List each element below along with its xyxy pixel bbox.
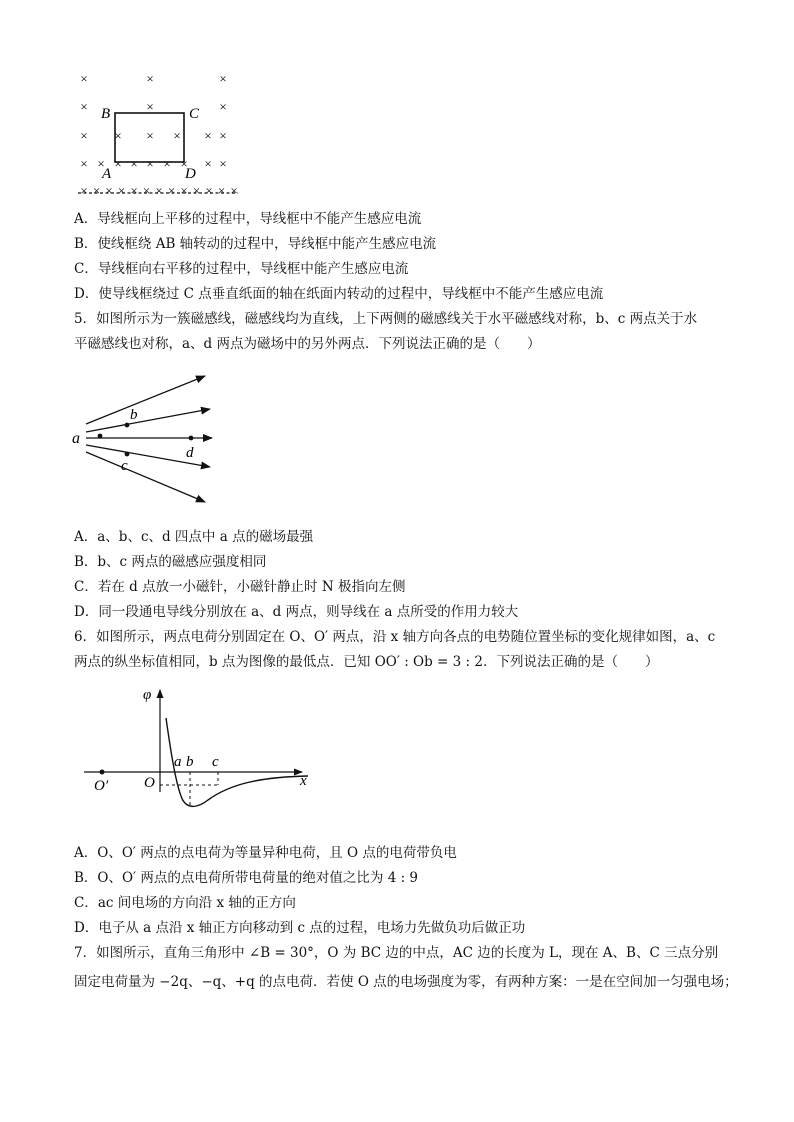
label-o: O <box>144 775 155 791</box>
q6-stem-line1: 6．如图所示，两点电荷分别固定在 O、O′ 两点，沿 x 轴方向各点的电势随位置坐标的变化规律如图，a、c <box>74 629 716 645</box>
q6-stem-line2: 两点的纵坐标值相同，b 点为图像的最低点．已知 OO′ : Ob = 3 : 2．下列说法正确的是（ ） <box>74 654 659 670</box>
point-o-prime-dot <box>100 770 105 775</box>
q4-option-c[interactable]: C．导线框向右平移的过程中，导线框中能产生感应电流 <box>74 261 409 277</box>
field-cross-mark: × <box>230 183 238 198</box>
q6-option-b[interactable]: B．O、O′ 两点的点电荷所带电荷量的绝对值之比为 4 : 9 <box>74 870 419 886</box>
field-cross-mark: × <box>204 156 212 171</box>
field-cross-mark: × <box>105 183 113 198</box>
q7-stem-line2: 固定电荷量为 −2q、−q、+q 的点电荷．若使 O 点的电场强度为零，有两种方案：一是在空间加一匀强电场； <box>74 974 738 990</box>
q6-option-c[interactable]: C．ac 间电场的方向沿 x 轴的正方向 <box>74 895 296 911</box>
field-cross-mark: × <box>130 156 138 171</box>
label-b: b <box>186 754 194 770</box>
point-d-dot <box>189 436 194 441</box>
field-cross-mark: × <box>146 99 154 114</box>
field-cross-mark: × <box>167 183 176 198</box>
field-cross-mark: × <box>219 128 227 143</box>
label-phi: φ <box>143 687 152 703</box>
field-cross-mark: × <box>142 183 151 198</box>
field-cross-mark: × <box>130 183 138 198</box>
q5-figure <box>70 370 220 510</box>
field-line-top <box>86 376 205 424</box>
label-d: d <box>186 445 194 461</box>
field-cross-mark: × <box>80 71 88 86</box>
field-cross-mark: × <box>205 183 213 198</box>
q4-option-b[interactable]: B．使线框绕 AB 轴转动的过程中，导线框中能产生感应电流 <box>74 236 437 252</box>
field-cross-mark: × <box>180 156 188 171</box>
field-cross-mark: × <box>192 183 201 198</box>
field-cross-mark: × <box>217 183 226 198</box>
field-cross-mark: × <box>163 156 171 171</box>
label-x: x <box>300 773 307 789</box>
q4-option-a[interactable]: A．导线框向上平移的过程中，导线框中不能产生感应电流 <box>74 211 422 227</box>
field-cross-mark: × <box>80 128 88 143</box>
q5-stem-line2: 平磁感线也对称，a、d 两点为磁场中的另外两点．下列说法正确的是（ ） <box>74 336 541 352</box>
field-cross-mark: × <box>180 183 188 198</box>
label-a: a <box>72 430 80 447</box>
label-a: a <box>174 754 182 770</box>
field-cross-mark: × <box>146 128 154 143</box>
field-cross-mark: × <box>219 71 227 86</box>
q4-figure <box>74 64 244 198</box>
point-b-dot <box>125 423 130 428</box>
field-cross-mark: × <box>173 128 181 143</box>
point-c-dot <box>125 452 130 457</box>
label-c: c <box>121 458 128 474</box>
field-line-upper <box>86 409 210 432</box>
q5-option-a[interactable]: A．a、b、c、d 四点中 a 点的磁场最强 <box>74 529 314 545</box>
q5-stem-line1: 5．如图所示为一簇磁感线，磁感线均为直线，上下两侧的磁感线关于水平磁感线对称，b、c 两点关于水 <box>74 311 698 327</box>
label-D: D <box>185 166 196 182</box>
field-cross-mark: × <box>219 99 227 114</box>
label-o-prime: O′ <box>94 778 109 794</box>
field-cross-mark: × <box>146 71 154 86</box>
field-cross-mark: × <box>117 183 126 198</box>
q6-option-a[interactable]: A．O、O′ 两点的点电荷为等量异种电荷，且 O 点的电荷带负电 <box>74 845 457 861</box>
field-cross-mark: × <box>155 183 163 198</box>
label-A: A <box>102 166 112 182</box>
q5-option-b[interactable]: B．b、c 两点的磁感应强度相同 <box>74 554 267 570</box>
field-cross-mark: × <box>92 183 101 198</box>
q4-option-d[interactable]: D．使导线框绕过 C 点垂直纸面的轴在纸面内转动的过程中，导线框中不能产生感应电流 <box>74 286 604 302</box>
label-C: C <box>189 106 200 122</box>
point-a-dot <box>98 434 103 439</box>
label-b: b <box>130 407 138 423</box>
field-cross-mark: × <box>97 156 105 171</box>
field-cross-mark: × <box>114 128 122 143</box>
label-c: c <box>212 754 219 770</box>
field-cross-mark: × <box>80 156 88 171</box>
field-cross-mark: × <box>80 99 88 114</box>
field-cross-mark: × <box>219 156 227 171</box>
field-cross-mark: × <box>146 156 154 171</box>
field-cross-mark: × <box>114 156 122 171</box>
q6-figure <box>80 684 320 834</box>
label-B: B <box>101 106 111 122</box>
q5-option-d[interactable]: D．同一段通电导线分别放在 a、d 两点，则导线在 a 点所受的作用力较大 <box>74 604 519 620</box>
q6-option-d[interactable]: D．电子从 a 点沿 x 轴正方向移动到 c 点的过程，电场力先做负功后做正功 <box>74 920 526 936</box>
q7-stem-line1: 7．如图所示，直角三角形中 ∠B = 30°，O 为 BC 边的中点，AC 边的长度为 L，现在 A、B、C 三点分别 <box>74 945 719 961</box>
field-cross-mark: × <box>204 128 212 143</box>
q5-option-c[interactable]: C．若在 d 点放一小磁针，小磁针静止时 N 极指向左侧 <box>74 579 406 595</box>
field-cross-mark: × <box>80 183 88 198</box>
